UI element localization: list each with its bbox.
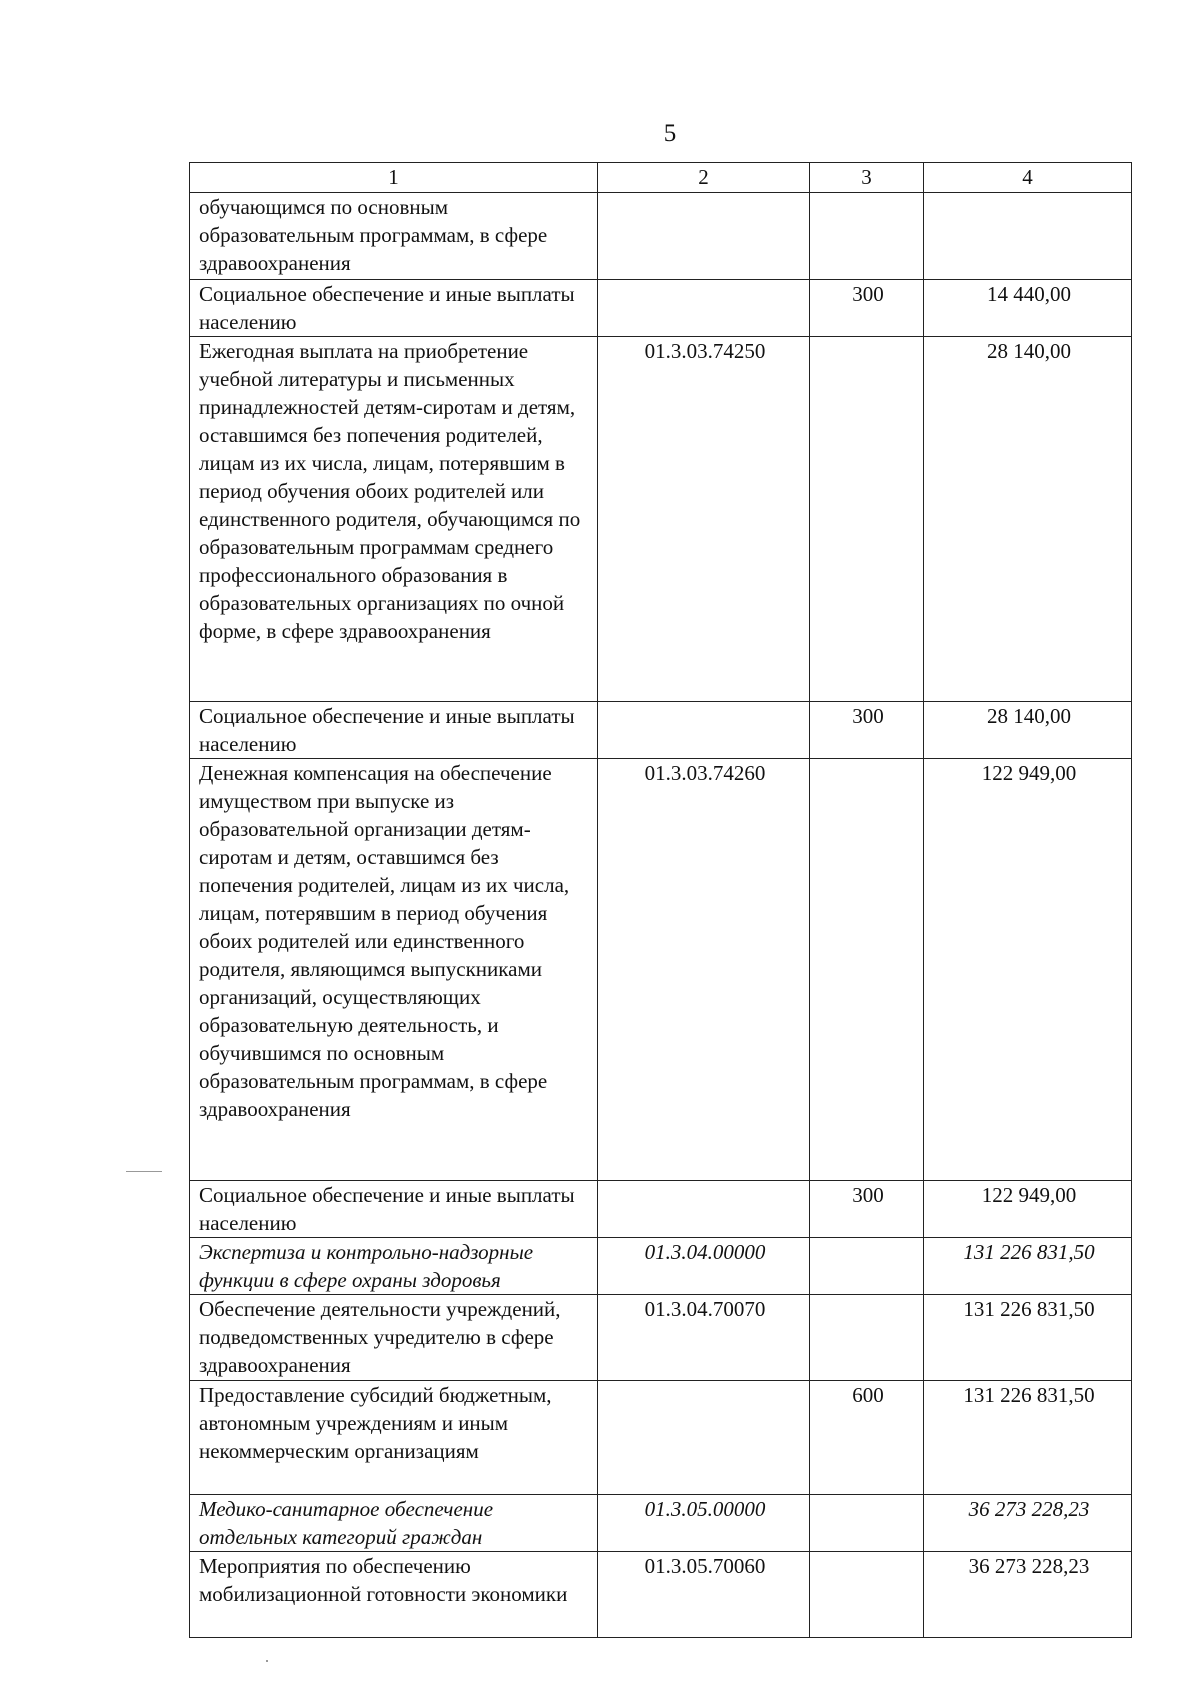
row-name: Обеспечение деятельности учреждений, подведомственных учредителю в сфере здравоохранения (190, 1295, 598, 1381)
table-row (190, 702, 1132, 759)
row-name: Предоставление субсидий бюджетным, автономным учреждениям и иным некоммерческим организациям (190, 1381, 598, 1495)
table-row (190, 1495, 1132, 1552)
row-code: 01.3.05.00000 (598, 1495, 810, 1552)
row-kvr (810, 1495, 924, 1552)
table-row (190, 280, 1132, 337)
row-name: Мероприятия по обеспечению мобилизационной готовности экономики (190, 1552, 598, 1638)
row-amount: 122 949,00 (924, 1181, 1132, 1238)
row-amount: 14 440,00 (924, 280, 1132, 337)
row-kvr: 300 (810, 702, 924, 759)
row-code: 01.3.04.70070 (598, 1295, 810, 1381)
row-name: Экспертиза и контрольно-надзорные функции в сфере охраны здоровья (190, 1238, 598, 1295)
table-row (190, 1381, 1132, 1495)
row-amount: 131 226 831,50 (924, 1381, 1132, 1495)
table-row (190, 1552, 1132, 1638)
table-row (190, 1181, 1132, 1238)
row-code (598, 1381, 810, 1495)
row-kvr: 600 (810, 1381, 924, 1495)
row-code: 01.3.03.74260 (598, 759, 810, 1181)
header-col-4: 4 (924, 163, 1132, 193)
page-number: 5 (663, 120, 677, 147)
table-row (190, 1295, 1132, 1381)
header-col-1: 1 (190, 163, 598, 193)
row-name: Социальное обеспечение и иные выплаты населению (190, 702, 598, 759)
row-amount (924, 193, 1132, 280)
scan-artifact-dot (266, 1660, 268, 1662)
row-kvr (810, 1295, 924, 1381)
row-kvr: 300 (810, 280, 924, 337)
row-name: обучающимся по основным образовательным программам, в сфере здравоохранения (190, 193, 598, 280)
table-header-row (190, 163, 1132, 193)
row-code: 01.3.04.00000 (598, 1238, 810, 1295)
row-kvr (810, 337, 924, 702)
row-amount: 122 949,00 (924, 759, 1132, 1181)
row-amount: 131 226 831,50 (924, 1295, 1132, 1381)
header-col-2: 2 (598, 163, 810, 193)
row-amount: 36 273 228,23 (924, 1552, 1132, 1638)
table-row (190, 193, 1132, 280)
row-code (598, 280, 810, 337)
row-code: 01.3.03.74250 (598, 337, 810, 702)
row-code: 01.3.05.70060 (598, 1552, 810, 1638)
table-row (190, 337, 1132, 702)
row-kvr: 300 (810, 1181, 924, 1238)
row-amount: 28 140,00 (924, 702, 1132, 759)
row-name: Социальное обеспечение и иные выплаты населению (190, 1181, 598, 1238)
table-row (190, 759, 1132, 1181)
budget-table (189, 162, 1132, 1638)
row-name: Медико-санитарное обеспечение отдельных категорий граждан (190, 1495, 598, 1552)
row-name: Ежегодная выплата на приобретение учебной литературы и письменных принадлежностей детям-сиротам и детям, оставшимся без попечения родителей, лицам из их числа, лицам, потерявшим в период обучения обоих родителей или единственного родителя, обучающимся по образовательным программам среднего профессионального образования в образовательных организациях по очной форме, в сфере здравоохранения (190, 337, 598, 702)
table-row (190, 1238, 1132, 1295)
row-amount: 36 273 228,23 (924, 1495, 1132, 1552)
row-kvr (810, 759, 924, 1181)
row-kvr (810, 193, 924, 280)
row-code (598, 193, 810, 280)
header-col-3: 3 (810, 163, 924, 193)
row-kvr (810, 1552, 924, 1638)
row-name: Социальное обеспечение и иные выплаты населению (190, 280, 598, 337)
row-kvr (810, 1238, 924, 1295)
scan-artifact-line (126, 1171, 162, 1172)
row-code (598, 1181, 810, 1238)
row-code (598, 702, 810, 759)
row-name: Денежная компенсация на обеспечение имуществом при выпуске из образовательной организации детям-сиротам и детям, оставшимся без попечения родителей, лицам из их числа, лицам, потерявшим в период обучения обоих родителей или единственного родителя, являющимся выпускниками организаций, осуществляющих образовательную деятельность, и обучившимся по основным образовательным программам, в сфере здравоохранения (190, 759, 598, 1181)
row-amount: 131 226 831,50 (924, 1238, 1132, 1295)
row-amount: 28 140,00 (924, 337, 1132, 702)
